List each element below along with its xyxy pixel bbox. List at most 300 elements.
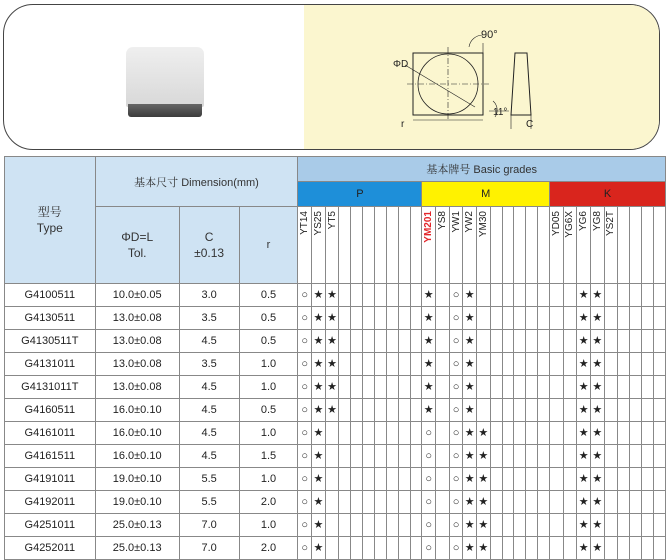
table-row xyxy=(5,330,666,353)
grade-mark xyxy=(549,330,563,353)
type-cell: G4252011 xyxy=(5,537,96,560)
grade-mark: ★ xyxy=(422,284,436,307)
grade-mark xyxy=(653,376,665,399)
grade-mark xyxy=(630,399,642,422)
grade-mark xyxy=(502,491,514,514)
grade-mark xyxy=(325,537,339,560)
grade-mark xyxy=(351,468,363,491)
grade-mark: ★ xyxy=(325,330,339,353)
grade-mark xyxy=(363,399,375,422)
grade-mark: ★ xyxy=(463,514,477,537)
grade-mark: ★ xyxy=(590,330,604,353)
grade-mark xyxy=(477,330,491,353)
grade-mark xyxy=(514,376,526,399)
grade-mark xyxy=(477,399,491,422)
diameter-cell: 13.0±0.08 xyxy=(95,330,179,353)
grade-mark xyxy=(351,537,363,560)
grade-mark: ★ xyxy=(325,353,339,376)
grade-mark xyxy=(386,468,398,491)
grade-mark xyxy=(386,445,398,468)
grade-mark: ★ xyxy=(463,330,477,353)
grade-mark: ★ xyxy=(422,353,436,376)
radius-cell: 1.0 xyxy=(239,422,298,445)
grade-mark xyxy=(386,284,398,307)
grade-mark xyxy=(618,284,630,307)
grade-mark: ○ xyxy=(298,353,312,376)
grade-mark xyxy=(410,468,422,491)
grade-mark xyxy=(436,491,450,514)
grade-mark: ★ xyxy=(477,445,491,468)
grade-mark xyxy=(490,307,502,330)
grade-mark xyxy=(526,399,538,422)
chamfer-cell: 3.5 xyxy=(179,353,239,376)
grade-mark xyxy=(604,514,618,537)
grade-mark: ★ xyxy=(325,307,339,330)
diameter-cell: 16.0±0.10 xyxy=(95,399,179,422)
grade-mark xyxy=(502,330,514,353)
type-header-en: Type xyxy=(36,221,63,235)
grade-mark xyxy=(630,468,642,491)
grade-mark xyxy=(526,468,538,491)
grade-mark xyxy=(549,422,563,445)
grade-mark xyxy=(339,445,351,468)
grade-mark: ★ xyxy=(590,353,604,376)
grade-mark xyxy=(604,376,618,399)
grade-mark xyxy=(514,284,526,307)
grade-header-cell xyxy=(604,207,618,284)
grade-header-cell xyxy=(514,207,526,284)
grade-mark xyxy=(339,537,351,560)
grade-mark: ○ xyxy=(422,514,436,537)
grade-mark: ★ xyxy=(590,537,604,560)
grade-mark: ★ xyxy=(312,353,326,376)
grade-mark xyxy=(563,376,577,399)
grade-header-cell xyxy=(538,207,550,284)
grade-mark: ★ xyxy=(312,307,326,330)
grade-mark xyxy=(502,399,514,422)
grade-mark: ★ xyxy=(590,468,604,491)
grade-header-cell xyxy=(398,207,410,284)
grade-mark: ★ xyxy=(422,376,436,399)
grade-mark xyxy=(374,353,386,376)
grade-mark xyxy=(339,376,351,399)
grade-mark xyxy=(351,284,363,307)
grade-mark xyxy=(398,353,410,376)
grade-mark xyxy=(514,491,526,514)
grade-mark xyxy=(410,514,422,537)
grade-name: YM201 xyxy=(423,211,435,243)
grade-mark xyxy=(641,307,653,330)
grade-mark: ○ xyxy=(298,468,312,491)
grade-mark xyxy=(490,376,502,399)
chamfer-cell: 7.0 xyxy=(179,537,239,560)
grade-header-cell xyxy=(590,207,604,284)
radius-cell: 1.0 xyxy=(239,353,298,376)
grade-mark xyxy=(436,376,450,399)
grade-mark xyxy=(514,514,526,537)
grade-mark: ★ xyxy=(477,514,491,537)
grade-mark xyxy=(410,284,422,307)
grade-mark xyxy=(374,537,386,560)
grade-mark: ★ xyxy=(590,376,604,399)
grade-mark xyxy=(630,491,642,514)
grade-mark xyxy=(374,330,386,353)
grade-mark xyxy=(538,330,550,353)
chamfer-cell: 4.5 xyxy=(179,376,239,399)
diameter-label: ΦD xyxy=(393,59,409,70)
grade-header-cell xyxy=(386,207,398,284)
grade-mark: ★ xyxy=(577,399,591,422)
type-cell: G4100511 xyxy=(5,284,96,307)
table-row xyxy=(5,284,666,307)
col-d-header xyxy=(95,207,179,284)
grade-mark: ○ xyxy=(298,514,312,537)
grade-mark: ★ xyxy=(422,399,436,422)
grade-mark: ★ xyxy=(577,330,591,353)
grade-mark xyxy=(641,468,653,491)
grade-mark xyxy=(502,307,514,330)
grade-mark xyxy=(502,376,514,399)
grade-mark xyxy=(386,514,398,537)
radius-cell: 0.5 xyxy=(239,330,298,353)
grade-mark xyxy=(386,399,398,422)
grade-mark xyxy=(339,468,351,491)
grade-header-cell xyxy=(502,207,514,284)
grade-mark: ○ xyxy=(449,284,463,307)
grade-mark xyxy=(526,422,538,445)
grade-mark xyxy=(325,468,339,491)
grade-mark: ○ xyxy=(449,422,463,445)
grade-mark xyxy=(641,376,653,399)
grade-mark: ★ xyxy=(577,445,591,468)
grade-mark: ○ xyxy=(449,353,463,376)
grade-mark xyxy=(398,491,410,514)
table-row xyxy=(5,353,666,376)
grade-mark xyxy=(351,491,363,514)
grade-mark xyxy=(514,537,526,560)
grade-header-cell xyxy=(653,207,665,284)
grade-mark xyxy=(514,330,526,353)
grade-mark: ★ xyxy=(463,537,477,560)
grade-mark xyxy=(514,307,526,330)
table-row xyxy=(5,514,666,537)
grade-mark: ★ xyxy=(590,399,604,422)
grade-mark: ○ xyxy=(298,399,312,422)
grade-mark xyxy=(339,330,351,353)
grade-mark xyxy=(538,307,550,330)
grade-mark xyxy=(436,330,450,353)
grade-mark xyxy=(514,468,526,491)
grade-mark xyxy=(549,491,563,514)
chamfer-cell: 3.0 xyxy=(179,284,239,307)
grade-mark: ★ xyxy=(312,445,326,468)
grade-mark: ★ xyxy=(312,422,326,445)
grade-mark: ★ xyxy=(577,353,591,376)
grade-mark: ○ xyxy=(449,445,463,468)
grade-mark: ○ xyxy=(449,399,463,422)
grade-header-cell xyxy=(298,207,312,284)
grade-mark xyxy=(604,353,618,376)
table-row xyxy=(5,399,666,422)
type-cell: G4251011 xyxy=(5,514,96,537)
grade-mark: ★ xyxy=(312,330,326,353)
radius-cell: 2.0 xyxy=(239,537,298,560)
grade-mark xyxy=(641,284,653,307)
grade-mark xyxy=(538,537,550,560)
grade-mark xyxy=(351,399,363,422)
grade-header-cell xyxy=(641,207,653,284)
grade-mark xyxy=(339,491,351,514)
grade-mark xyxy=(641,445,653,468)
grade-mark xyxy=(490,422,502,445)
grade-mark: ★ xyxy=(312,284,326,307)
grade-mark xyxy=(363,422,375,445)
grade-mark xyxy=(436,353,450,376)
grade-mark xyxy=(386,307,398,330)
grade-mark xyxy=(363,330,375,353)
diameter-cell: 13.0±0.08 xyxy=(95,307,179,330)
grade-mark xyxy=(502,514,514,537)
grade-mark xyxy=(604,399,618,422)
grade-mark: ★ xyxy=(577,468,591,491)
grade-mark xyxy=(538,491,550,514)
grade-mark: ★ xyxy=(577,422,591,445)
grade-mark: ○ xyxy=(422,537,436,560)
grade-mark: ○ xyxy=(298,330,312,353)
grades-table xyxy=(4,156,666,560)
grade-mark xyxy=(325,514,339,537)
grade-mark: ★ xyxy=(422,330,436,353)
insert-top-face xyxy=(126,47,204,107)
grade-mark xyxy=(549,514,563,537)
grade-mark xyxy=(618,537,630,560)
grade-mark xyxy=(490,284,502,307)
grade-name: YW1 xyxy=(450,211,462,233)
type-cell: G4192011 xyxy=(5,491,96,514)
grade-mark xyxy=(526,491,538,514)
col-c-line2: ±0.13 xyxy=(194,246,225,260)
grade-header-cell xyxy=(526,207,538,284)
grade-mark: ★ xyxy=(590,422,604,445)
grade-mark: ★ xyxy=(463,376,477,399)
grade-header-cell xyxy=(312,207,326,284)
grade-mark xyxy=(514,399,526,422)
type-cell: G4131011 xyxy=(5,353,96,376)
grade-mark: ★ xyxy=(325,399,339,422)
grade-mark xyxy=(630,307,642,330)
grade-mark: ★ xyxy=(590,514,604,537)
grade-mark xyxy=(618,514,630,537)
diameter-cell: 13.0±0.08 xyxy=(95,353,179,376)
grade-mark: ○ xyxy=(298,284,312,307)
grade-mark: ○ xyxy=(449,468,463,491)
grade-mark xyxy=(618,422,630,445)
grade-mark: ★ xyxy=(577,307,591,330)
grade-mark: ○ xyxy=(449,376,463,399)
grade-mark xyxy=(363,376,375,399)
grade-mark xyxy=(604,537,618,560)
grade-mark xyxy=(526,307,538,330)
grade-mark xyxy=(436,422,450,445)
grade-mark: ★ xyxy=(312,537,326,560)
grade-mark xyxy=(618,353,630,376)
grade-name: YG6X xyxy=(564,211,576,238)
diameter-cell: 10.0±0.05 xyxy=(95,284,179,307)
grade-mark: ○ xyxy=(422,445,436,468)
grade-mark xyxy=(630,514,642,537)
type-cell: G4131011T xyxy=(5,376,96,399)
grade-mark: ○ xyxy=(449,514,463,537)
grade-mark: ★ xyxy=(463,445,477,468)
grade-mark xyxy=(538,376,550,399)
grade-mark xyxy=(538,284,550,307)
type-cell: G4160511 xyxy=(5,399,96,422)
table-row xyxy=(5,468,666,491)
grade-mark xyxy=(653,353,665,376)
grade-mark xyxy=(563,307,577,330)
grade-mark xyxy=(653,445,665,468)
grade-mark xyxy=(398,284,410,307)
grade-mark xyxy=(514,445,526,468)
chamfer-cell: 4.5 xyxy=(179,445,239,468)
grade-mark xyxy=(339,422,351,445)
grade-mark xyxy=(398,399,410,422)
radius-cell: 0.5 xyxy=(239,399,298,422)
grade-mark xyxy=(374,399,386,422)
grade-mark: ○ xyxy=(422,422,436,445)
grade-mark: ○ xyxy=(298,307,312,330)
grade-mark xyxy=(604,422,618,445)
grade-mark xyxy=(398,376,410,399)
grade-mark xyxy=(563,445,577,468)
chamfer-label: C xyxy=(526,119,534,130)
grade-mark xyxy=(351,445,363,468)
grade-mark: ○ xyxy=(422,491,436,514)
grade-mark xyxy=(502,353,514,376)
grade-mark xyxy=(538,514,550,537)
grade-mark xyxy=(339,307,351,330)
grade-mark xyxy=(526,330,538,353)
grade-mark xyxy=(502,468,514,491)
grade-header-cell xyxy=(563,207,577,284)
type-header-cn: 型号 xyxy=(37,205,62,219)
grade-mark xyxy=(502,422,514,445)
header-panel xyxy=(3,4,660,150)
grade-mark xyxy=(641,514,653,537)
grade-mark xyxy=(490,468,502,491)
grade-mark xyxy=(363,445,375,468)
grade-mark: ★ xyxy=(577,376,591,399)
grade-mark xyxy=(549,537,563,560)
chamfer-cell: 3.5 xyxy=(179,307,239,330)
grade-mark xyxy=(436,537,450,560)
grade-mark xyxy=(386,537,398,560)
grade-mark: ★ xyxy=(463,353,477,376)
grade-mark xyxy=(653,537,665,560)
grade-mark xyxy=(374,422,386,445)
grade-mark: ★ xyxy=(577,537,591,560)
grade-mark xyxy=(618,399,630,422)
grade-mark xyxy=(514,353,526,376)
grade-mark: ★ xyxy=(463,307,477,330)
type-cell: G4130511 xyxy=(5,307,96,330)
grade-mark xyxy=(526,376,538,399)
grade-name: YG6 xyxy=(578,211,590,232)
chamfer-cell: 5.5 xyxy=(179,468,239,491)
grade-header-cell xyxy=(449,207,463,284)
grade-mark xyxy=(339,514,351,537)
grade-mark xyxy=(351,514,363,537)
grade-mark xyxy=(604,330,618,353)
col-d-line2: Tol. xyxy=(127,246,147,260)
insert-drawing-svg xyxy=(389,25,549,145)
grade-mark xyxy=(398,422,410,445)
type-cell: G4161011 xyxy=(5,422,96,445)
grade-mark: ★ xyxy=(463,284,477,307)
grade-mark xyxy=(363,537,375,560)
grade-mark xyxy=(538,399,550,422)
grade-mark: ★ xyxy=(590,491,604,514)
grade-mark: ○ xyxy=(298,422,312,445)
grade-mark xyxy=(477,284,491,307)
grade-mark xyxy=(339,399,351,422)
grade-mark xyxy=(549,468,563,491)
grade-mark xyxy=(398,537,410,560)
chamfer-cell: 4.5 xyxy=(179,330,239,353)
grade-mark xyxy=(374,376,386,399)
grade-mark xyxy=(386,376,398,399)
table-row xyxy=(5,491,666,514)
grade-mark xyxy=(410,537,422,560)
grade-mark: ★ xyxy=(590,307,604,330)
grade-header-cell xyxy=(463,207,477,284)
insert-side-face xyxy=(128,104,202,117)
grade-mark xyxy=(436,399,450,422)
diameter-cell: 16.0±0.10 xyxy=(95,422,179,445)
diameter-cell: 19.0±0.10 xyxy=(95,468,179,491)
grade-name: YD05 xyxy=(550,211,562,237)
grade-mark xyxy=(538,445,550,468)
type-header xyxy=(5,157,96,284)
grade-mark xyxy=(477,307,491,330)
grade-mark xyxy=(549,353,563,376)
grade-mark xyxy=(630,330,642,353)
grade-mark xyxy=(436,307,450,330)
grade-mark xyxy=(386,422,398,445)
grade-mark xyxy=(563,353,577,376)
grade-mark xyxy=(490,399,502,422)
grade-mark: ★ xyxy=(422,307,436,330)
grade-mark xyxy=(641,330,653,353)
table-row xyxy=(5,422,666,445)
grade-mark xyxy=(386,353,398,376)
grade-header-cell xyxy=(339,207,351,284)
grade-header-cell xyxy=(374,207,386,284)
grade-mark xyxy=(549,376,563,399)
grade-mark: ○ xyxy=(298,376,312,399)
grade-mark xyxy=(653,468,665,491)
angle-label: 90° xyxy=(481,29,498,41)
table-row xyxy=(5,537,666,560)
grade-header-cell xyxy=(490,207,502,284)
grade-mark xyxy=(549,307,563,330)
grade-header-cell xyxy=(325,207,339,284)
grade-name: YW2 xyxy=(464,211,476,233)
grade-mark xyxy=(549,445,563,468)
grade-mark xyxy=(563,491,577,514)
grade-mark xyxy=(604,445,618,468)
grade-mark xyxy=(502,537,514,560)
